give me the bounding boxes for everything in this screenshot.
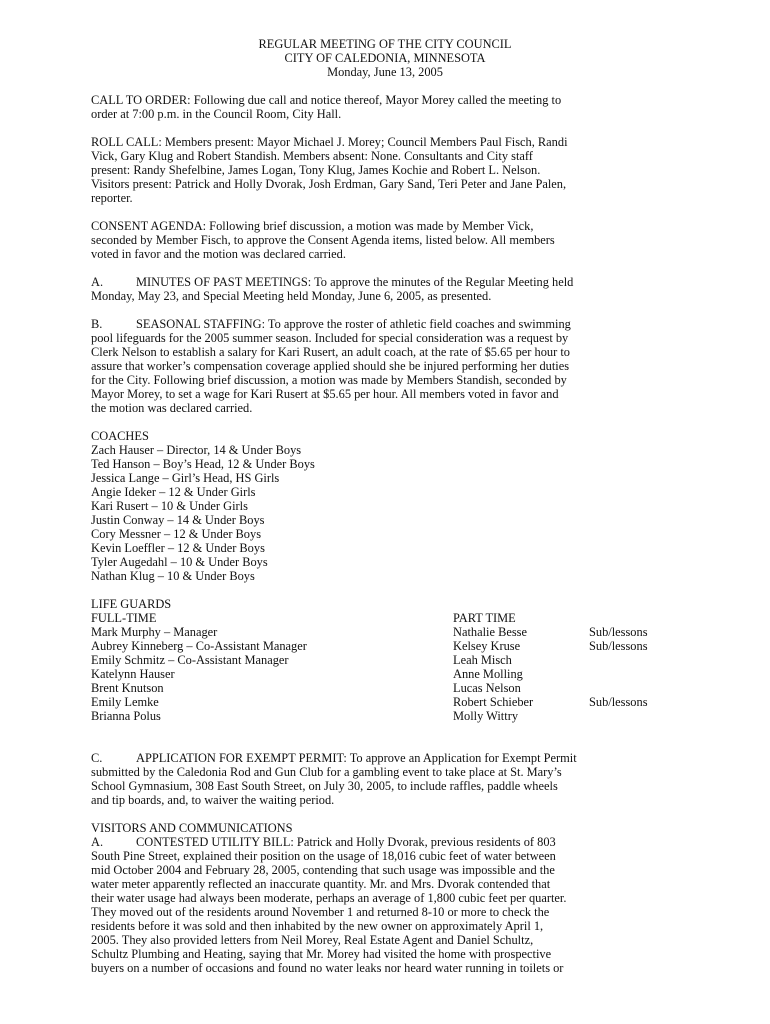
call-to-order-line: CALL TO ORDER: Following due call and notice thereof, Mayor Morey called the meeting to bbox=[91, 93, 562, 107]
parttime-heading: PART TIME bbox=[453, 611, 516, 625]
item-a-heading-line: MINUTES OF PAST MEETINGS: To approve the minutes of the Regular Meeting held bbox=[136, 275, 574, 289]
item-c-letter: C. bbox=[91, 751, 103, 765]
parttime-guard: Nathalie Besse bbox=[453, 625, 527, 639]
fulltime-guard: Aubrey Kinneberg – Co-Assistant Manager bbox=[91, 639, 307, 653]
visitors-item-line: their water usage had always been moderate, perhaps an average of 1,800 cubic feet per quarter. bbox=[91, 891, 567, 905]
fulltime-guard: Brent Knutson bbox=[91, 681, 164, 695]
roll-call-line: ROLL CALL: Members present: Mayor Michael J. Morey; Council Members Paul Fisch, Randi bbox=[91, 135, 568, 149]
consent-agenda-line: seconded by Member Fisch, to approve the Consent Agenda items, listed below. All members bbox=[91, 233, 555, 247]
coach-list-item: Kari Rusert – 10 & Under Girls bbox=[91, 499, 248, 513]
roll-call-line: Visitors present: Patrick and Holly Dvorak, Josh Erdman, Gary Sand, Teri Peter and Jane Palen, bbox=[91, 177, 567, 191]
coach-list-item: Ted Hanson – Boy’s Head, 12 & Under Boys bbox=[91, 457, 315, 471]
coach-list-item: Jessica Lange – Girl’s Head, HS Girls bbox=[91, 471, 280, 485]
visitors-item-line: Schultz Plumbing and Heating, saying that Mr. Morey had visited the home with prospective bbox=[91, 947, 552, 961]
visitors-item-line: 2005. They also provided letters from Neil Morey, Real Estate Agent and Daniel Schultz, bbox=[91, 933, 534, 947]
visitors-item-heading-line: CONTESTED UTILITY BILL: Patrick and Holly Dvorak, previous residents of 803 bbox=[136, 835, 556, 849]
parttime-guard: Robert Schieber bbox=[453, 695, 534, 709]
parttime-guard: Molly Wittry bbox=[453, 709, 519, 723]
visitors-item-line: water meter apparently reflected an inaccurate quantity. Mr. and Mrs. Dvorak contended that bbox=[91, 877, 551, 891]
meeting-title: REGULAR MEETING OF THE CITY COUNCIL bbox=[258, 37, 512, 51]
parttime-guard: Lucas Nelson bbox=[453, 681, 521, 695]
item-b-line: the motion was declared carried. bbox=[91, 401, 253, 415]
visitors-heading: VISITORS AND COMMUNICATIONS bbox=[91, 821, 293, 835]
fulltime-guard: Mark Murphy – Manager bbox=[91, 625, 218, 639]
city-name: CITY OF CALEDONIA, MINNESOTA bbox=[284, 51, 486, 65]
coach-list-item: Kevin Loeffler – 12 & Under Boys bbox=[91, 541, 265, 555]
item-c-heading-line: APPLICATION FOR EXEMPT PERMIT: To approve an Application for Exempt Permit bbox=[136, 751, 577, 765]
parttime-guard: Leah Misch bbox=[453, 653, 512, 667]
item-b-heading-line: SEASONAL STAFFING: To approve the roster of athletic field coaches and swimming bbox=[136, 317, 571, 331]
item-b-line: Clerk Nelson to establish a salary for Kari Rusert, an adult coach, at the rate of $5.65 per hour to bbox=[91, 345, 570, 359]
lifeguards-heading: LIFE GUARDS bbox=[91, 597, 172, 611]
item-c-line: and tip boards, and, to waiver the waiting period. bbox=[91, 793, 335, 807]
item-a-letter: A. bbox=[91, 275, 104, 289]
coaches-heading: COACHES bbox=[91, 429, 149, 443]
item-b-line: for the City. Following brief discussion, a motion was made by Members Standish, seconded by bbox=[91, 373, 567, 387]
consent-agenda-line: CONSENT AGENDA: Following brief discussion, a motion was made by Member Vick, bbox=[91, 219, 534, 233]
roll-call-line: Vick, Gary Klug and Robert Standish. Members absent: None. Consultants and City staff bbox=[91, 149, 533, 163]
fulltime-guard: Emily Lemke bbox=[91, 695, 159, 709]
roll-call-line: reporter. bbox=[91, 191, 133, 205]
item-b-letter: B. bbox=[91, 317, 103, 331]
consent-agenda-line: voted in favor and the motion was declared carried. bbox=[91, 247, 346, 261]
call-to-order-line: order at 7:00 p.m. in the Council Room, City Hall. bbox=[91, 107, 342, 121]
visitors-item-letter: A. bbox=[91, 835, 104, 849]
coach-list-item: Zach Hauser – Director, 14 & Under Boys bbox=[91, 443, 302, 457]
visitors-item-line: They moved out of the residents around November 1 and returned 8-10 or more to check the bbox=[91, 905, 550, 919]
meeting-date: Monday, June 13, 2005 bbox=[327, 65, 443, 79]
parttime-guard: Anne Molling bbox=[453, 667, 523, 681]
fulltime-guard: Katelynn Hauser bbox=[91, 667, 175, 681]
coach-list-item: Angie Ideker – 12 & Under Girls bbox=[91, 485, 256, 499]
visitors-item-line: buyers on a number of occasions and found no water leaks nor heard water running in toilets or bbox=[91, 961, 564, 975]
fulltime-guard: Emily Schmitz – Co-Assistant Manager bbox=[91, 653, 289, 667]
coach-list-item: Nathan Klug – 10 & Under Boys bbox=[91, 569, 255, 583]
item-c-line: School Gymnasium, 308 East South Street, on July 30, 2005, to include raffles, paddle wheels bbox=[91, 779, 558, 793]
fulltime-heading: FULL-TIME bbox=[91, 611, 157, 625]
item-c-line: submitted by the Caledonia Rod and Gun Club for a gambling event to take place at St. Mary’s bbox=[91, 765, 562, 779]
coach-list-item: Cory Messner – 12 & Under Boys bbox=[91, 527, 262, 541]
parttime-guard-note: Sub/lessons bbox=[589, 695, 648, 709]
coach-list-item: Justin Conway – 14 & Under Boys bbox=[91, 513, 265, 527]
roll-call-line: present: Randy Shefelbine, James Logan, Tony Klug, James Kochie and Robert L. Nelson. bbox=[91, 163, 541, 177]
item-b-line: pool lifeguards for the 2005 summer season. Included for special consideration was a request by bbox=[91, 331, 569, 345]
item-b-line: Mayor Morey, to set a wage for Kari Rusert at $5.65 per hour. All members voted in favor and bbox=[91, 387, 559, 401]
parttime-guard: Kelsey Kruse bbox=[453, 639, 521, 653]
parttime-guard-note: Sub/lessons bbox=[589, 639, 648, 653]
coach-list-item: Tyler Augedahl – 10 & Under Boys bbox=[91, 555, 268, 569]
visitors-item-line: mid October 2004 and February 28, 2005, contending that such usage was impossible and the bbox=[91, 863, 555, 877]
item-a-line: Monday, May 23, and Special Meeting held Monday, June 6, 2005, as presented. bbox=[91, 289, 492, 303]
fulltime-guard: Brianna Polus bbox=[91, 709, 161, 723]
visitors-item-line: South Pine Street, explained their position on the usage of 18,016 cubic feet of water between bbox=[91, 849, 556, 863]
parttime-guard-note: Sub/lessons bbox=[589, 625, 648, 639]
item-b-line: assure that worker’s compensation coverage applied should she be injured performing her duties bbox=[91, 359, 570, 373]
visitors-item-line: residents before it was sold and then inhabited by the new owner on approximately April 1, bbox=[91, 919, 544, 933]
